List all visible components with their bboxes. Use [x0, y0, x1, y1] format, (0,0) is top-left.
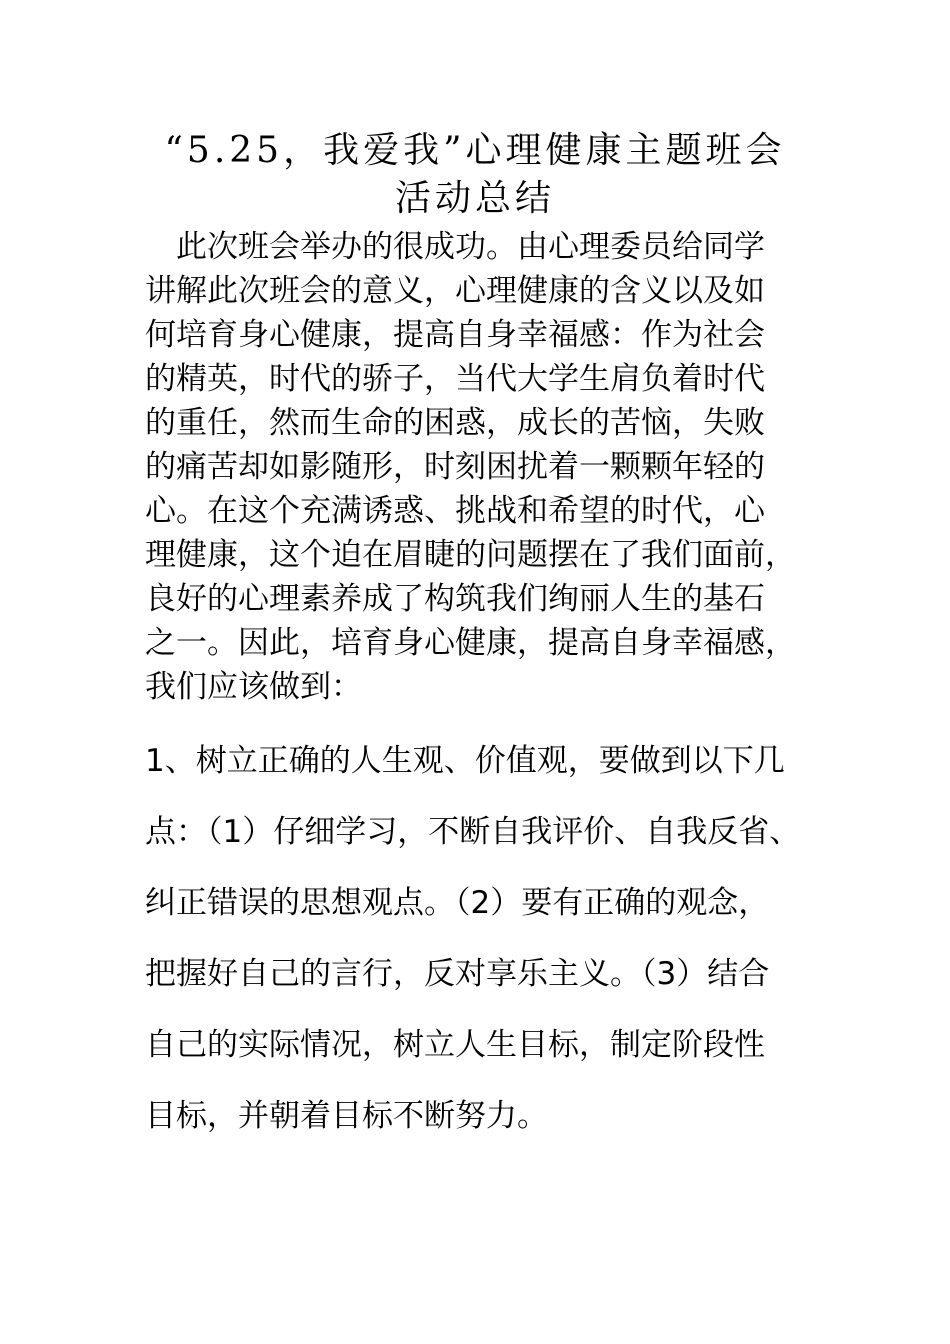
paragraph-1-line: 何培育身心健康，提高自身幸福感：作为社会 [145, 317, 765, 353]
paragraph-2-line: 纠正错误的思想观点。（2）要有正确的观念， [145, 885, 770, 921]
paragraph-2-line: 点：（1）仔细学习，不断自我评价、自我反省、 [145, 814, 801, 850]
paragraph-2-line: 把握好自己的言行，反对享乐主义。（3）结合 [145, 956, 770, 992]
paragraph-1-line: 良好的心理素养成了构筑我们绚丽人生的基石 [145, 581, 765, 617]
document-title-line-1: “5.25，我爱我”心理健康主题班会 [164, 130, 786, 171]
paragraph-2-line: 自己的实际情况，树立人生目标，制定阶段性 [145, 1027, 765, 1063]
paragraph-1-line: 讲解此次班会的意义，心理健康的含义以及如 [145, 273, 765, 309]
paragraph-2-line: 1、树立正确的人生观、价值观，要做到以下几 [145, 743, 785, 779]
paragraph-1-line: 理健康，这个迫在眉睫的问题摆在了我们面前， [145, 537, 796, 573]
paragraph-1-line: 我们应该做到： [145, 669, 362, 705]
paragraph-2-line: 目标，并朝着目标不断努力。 [145, 1098, 548, 1134]
paragraph-1-line: 心。在这个充满诱惑、挑战和希望的时代，心 [145, 493, 765, 529]
paragraph-1-line: 此次班会举办的很成功。由心理委员给同学 [145, 229, 765, 265]
document-title-line-2: 活动总结 [394, 178, 555, 219]
paragraph-1-line: 的重任，然而生命的困惑，成长的苦恼，失败 [145, 405, 765, 441]
paragraph-1-line: 的精英，时代的骄子，当代大学生肩负着时代 [145, 361, 765, 397]
paragraph-1-line: 之一。因此，培育身心健康，提高自身幸福感， [145, 625, 796, 661]
paragraph-1-line: 的痛苦却如影随形，时刻困扰着一颗颗年轻的 [145, 449, 765, 485]
